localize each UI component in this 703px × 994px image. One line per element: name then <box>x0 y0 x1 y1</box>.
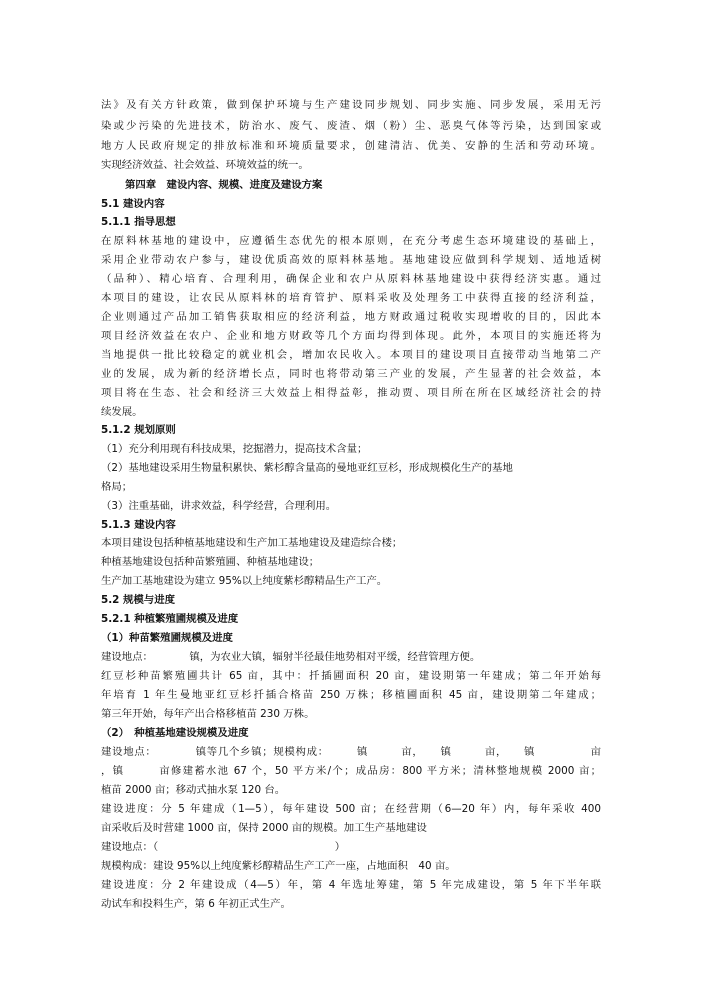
text-line: 实现经济效益、社会效益、环境效益的统一。 <box>101 159 309 171</box>
text-line: 业的发展，成为新的经济增长点，同时也将带动第三产业的发展，产生显著的社会效益，本 <box>101 368 601 380</box>
text-line: （3）注重基础，讲求效益，科学经营，合理利用。 <box>101 500 337 512</box>
text-line: 亩采收后及时营建 1000 亩，保持 2000 亩的规模。加工生产基地建设 <box>101 822 427 834</box>
text-line: 法》及有关方针政策，做到保护环境与生产建设同步规划、同步实施、同步发展，采用无污 <box>101 99 601 111</box>
text-line: 规模构成：建设 95%以上纯度紫杉醇精品生产工产一座，占地面积 40 亩。 <box>101 860 456 872</box>
text-line: 动试车和投料生产，第 6 年初正式生产。 <box>101 898 291 910</box>
chapter-heading: 第四章 建设内容、规模、进度及建设方案 <box>125 179 323 191</box>
text-line: （品种）、精心培育、合理利用，确保企业和农户从原料林基地建设中获得经济实惠。通过 <box>101 273 601 285</box>
item-heading: （2） 种植基地建设规模及进度 <box>101 727 249 739</box>
text-line: 第三年开始，每年产出合格移植苗 230 万株。 <box>101 708 315 720</box>
text-line: 格局； <box>101 481 133 493</box>
text-line: （2）基地建设采用生物量积累快、紫杉醇含量高的曼地亚红豆杉，形成规模化生产的基地 <box>101 462 513 474</box>
subsection-heading: 5.1.1 指导思想 <box>101 216 176 228</box>
text-line: 在原料林基地的建设中，应遵循生态优先的根本原则，在充分考虑生态环境建设的基础上， <box>101 235 601 247</box>
text-line: 续发展。 <box>101 406 143 418</box>
subsection-heading: 5.1.2 规划原则 <box>101 424 176 436</box>
text-line: 植苗 2000 亩；移动式抽水泵 120 台。 <box>101 784 286 796</box>
text-line: 种植基地建设包括种苗繁殖圃、种植基地建设； <box>101 556 320 568</box>
text-line: 地方人民政府规定的排放标准和环境质量要求，创建清洁、优美、安静的生活和劳动环境。 <box>101 140 601 152</box>
text-line: 采用企业带动农户参与，建设优质高效的原料林基地。基地建设应做到科学规划、适地适树 <box>101 254 601 266</box>
subsection-heading: 5.2.1 种植繁殖圃规模及进度 <box>101 613 239 625</box>
text-line: 项目将在生态、社会和经济三大效益上相得益彰，推动贾、项目所在所在区域经济社会的持 <box>101 387 601 399</box>
text-line: 生产加工基地建设为建立 95%以上纯度紫杉醇精品生产工产。 <box>101 575 388 587</box>
text-line: 企业则通过产品加工销售获取相应的经济利益，地方财政通过税收实现增收的目的，因此本 <box>101 311 601 323</box>
subsection-heading: 5.1.3 建设内容 <box>101 519 176 531</box>
text-line: 建设地点： 镇等几个乡镇；规模构成： 镇 亩， 镇 亩， 镇 亩 <box>101 746 601 758</box>
text-line: （1）充分利用现有科技成果，挖掘潜力，提高技术含量； <box>101 443 368 455</box>
section-heading: 5.1 建设内容 <box>101 198 165 210</box>
section-heading: 5.2 规模与进度 <box>101 594 175 606</box>
text-line: 项目经济效益在农户、企业和地方财政等几个方面均得到体现。此外，本项目的实施还将为 <box>101 330 601 342</box>
text-line: 年培育 1 年生曼地亚红豆杉扦插合格苗 250 万株；移植圃面积 45 亩，建设期第二年建成； <box>101 689 601 701</box>
text-line: 染或少污染的先进技术，防治水、废气、废渣、烟（粉）尘、恶臭气体等污染，达到国家或 <box>101 120 601 132</box>
text-line: 当地提供一批比较稳定的就业机会，增加农民收入。本项目的建设项目直接带动当地第二产 <box>101 349 601 361</box>
item-heading: （1）种苗繁殖圃规模及进度 <box>101 632 233 644</box>
text-line: 建设地点： 镇，为农业大镇，辐射半径最佳地势相对平缓，经营管理方便。 <box>101 651 481 663</box>
text-line: 本项目建设包括种植基地建设和生产加工基地建设及建造综合楼； <box>101 537 403 549</box>
text-line: ，镇 亩修建蓄水池 67 个，50 平方米/个；成品房：800 平方米；清林整地规模 2000 亩； <box>101 765 601 777</box>
text-line: 建设进度：分 5 年建成（1—5），每年建设 500 亩；在经营期（6—20 年）内，每年采收 400 <box>101 803 601 815</box>
text-line: 红豆杉种苗繁殖圃共计 65 亩，其中：扦插圃面积 20 亩，建设期第一年建成；第二年开始每 <box>101 670 601 682</box>
text-line: 建设进度：分 2 年建设成（4—5）年，第 4 年选址筹建，第 5 年完成建设，第 5 年下半年联 <box>101 879 601 891</box>
text-line: 建设地点：（ ） <box>101 841 346 853</box>
text-line: 本项目的建设，让农民从原料林的培育管护、原料采收及处理务工中获得直接的经济利益， <box>101 292 601 304</box>
